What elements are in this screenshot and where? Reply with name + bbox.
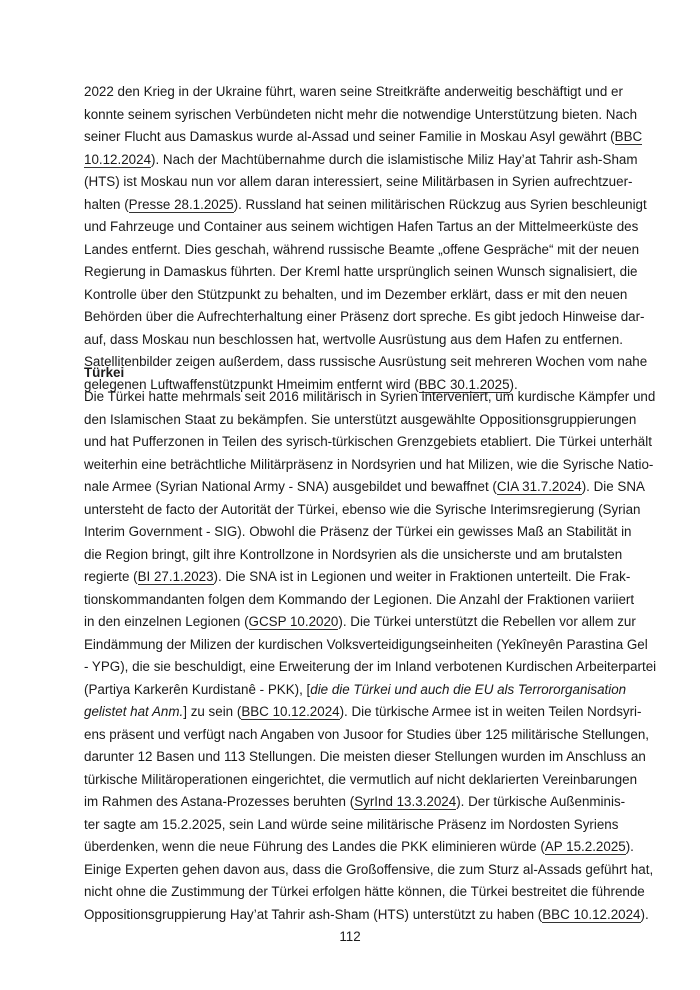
text-segment: ). Die türkische Armee ist in weiten Teilen Nordsyri- xyxy=(339,704,642,719)
text-line xyxy=(84,171,633,194)
text-line xyxy=(84,194,647,217)
text-segment: ). xyxy=(640,906,649,922)
text-segment: ] zu sein ( xyxy=(183,704,242,719)
text-line xyxy=(84,454,654,477)
text-line xyxy=(84,634,648,657)
text-segment: türkische Militäroperationen eingerichtet, die vermutlich auf nicht deklarierten Vereinbarungen xyxy=(84,771,638,787)
text-segment: den Islamischen Staat zu bekämpfen. Sie unterstützt ausgewählte Oppositionsgruppierungen xyxy=(84,411,637,427)
text-line xyxy=(84,521,632,544)
text-segment: weiterhin eine beträchtliche Militärpräsenz in Nordsyrien und hat Milizen, wie die Syrische Natio- xyxy=(84,456,654,472)
text-line xyxy=(84,836,634,859)
text-segment: nale Armee (Syrian National Army - SNA) ausgebildet und bewaffnet ( xyxy=(84,479,497,494)
text-line xyxy=(84,724,649,747)
page-number: 112 xyxy=(339,929,361,944)
source-link[interactable]: BBC 30.1.2025 xyxy=(418,376,510,392)
text-segment: Die Türkei hatte mehrmals seit 2016 militärisch in Syrien interveniert, um kurdische Kämpfer und xyxy=(84,389,656,404)
text-line xyxy=(84,149,638,172)
source-link[interactable]: AP 15.2.2025 xyxy=(544,839,626,854)
text-segment: darunter 12 Basen und 113 Stellungen. Die meisten dieser Stellungen wurden im Anschluss an xyxy=(84,749,646,764)
text-segment: Einige Experten gehen davon aus, dass die Großoffensive, die zum Sturz al-Assads geführt hat, xyxy=(84,861,654,877)
text-segment: und Fahrzeuge und Container aus seinem wichtigen Hafen Tartus an der Mittelmeerküste des xyxy=(84,219,639,234)
text-segment: ). Die Türkei unterstützt die Rebellen vor allem zur xyxy=(338,614,636,629)
text-line xyxy=(84,284,628,307)
text-line xyxy=(84,239,640,262)
text-segment: konnte seinem syrischen Verbündeten nicht mehr die notwendige Unterstützung bieten. Nach xyxy=(84,106,638,122)
text-segment: ). Nach der Machtübernahme durch die islamistische Miliz Hay’at Tahrir ash-Sham xyxy=(151,151,638,167)
text-segment: regierte ( xyxy=(84,569,138,584)
text-segment: ). Russland hat seinen militärischen Rückzug aus Syrien beschleunigt xyxy=(233,196,647,212)
text-line xyxy=(84,499,641,522)
text-segment: in den einzelnen Legionen ( xyxy=(84,614,249,629)
text-segment: Eindämmung der Milizen der kurdischen Volksverteidigungseinheiten (Yekîneyên Parastina Gel xyxy=(84,636,648,652)
text-segment: überdenken, wenn die neue Führung des Landes die PKK eliminieren würde ( xyxy=(84,839,545,854)
text-segment: (Partiya Karkerên Kurdistanê - PKK), [ xyxy=(84,681,311,697)
text-segment: Behörden über die Aufrechterhaltung einer Präsenz dort spreche. Es gibt jedoch Hinweise dar- xyxy=(84,309,645,324)
text-line xyxy=(84,611,636,634)
text-line xyxy=(84,476,645,499)
text-segment: Landes entfernt. Dies geschah, während russische Beamte „offene Gespräche“ mit der neuen xyxy=(84,241,640,257)
text-segment: ). Die SNA xyxy=(581,479,645,494)
text-line xyxy=(84,656,657,679)
text-segment: ). xyxy=(625,839,634,854)
text-line xyxy=(84,791,626,814)
text-segment: auf, dass Moskau nun beschlossen hat, wertvolle Ausrüstung aus dem Hafen zu entfernen. xyxy=(84,331,623,347)
text-line xyxy=(84,126,643,149)
text-segment: tionskommandanten folgen dem Kommando der Legionen. Die Anzahl der Fraktionen variiert xyxy=(84,591,635,607)
text-line xyxy=(84,409,637,432)
text-line xyxy=(84,769,638,792)
text-segment: ). Der türkische Außenminis- xyxy=(456,794,626,809)
text-segment: untersteht de facto der Autorität der Türkei, ebenso wie die Syrische Interimsregierung (Syrian xyxy=(84,501,641,517)
source-link[interactable]: CIA 31.7.2024 xyxy=(496,479,582,494)
text-line xyxy=(84,329,623,352)
text-segment: nicht ohne die Zustimmung der Türkei erfolgen hätte können, die Türkei bestreitet die führende xyxy=(84,884,645,899)
text-line xyxy=(84,566,631,589)
text-segment: Regierung in Damaskus führten. Der Kreml hatte ursprünglich seinen Wunsch signalisiert, die xyxy=(84,264,638,279)
source-link[interactable]: BI 27.1.2023 xyxy=(137,569,214,584)
section-heading-tuerkei: Türkei xyxy=(84,365,125,380)
editor-note-text: gelistet hat Anm. xyxy=(84,704,184,719)
text-line xyxy=(84,104,638,127)
text-segment: und hat Pufferzonen in Teilen des syrisch-türkischen Grenzgebiets etabliert. Die Türkei unterhält xyxy=(84,434,652,449)
text-line xyxy=(84,351,648,374)
text-segment: Kontrolle über den Stützpunkt zu behalten, und im Dezember erklärt, dass er mit den neuen xyxy=(84,286,628,302)
text-line xyxy=(84,386,656,409)
source-link[interactable]: 10.12.2024 xyxy=(84,151,152,167)
source-link[interactable]: Presse 28.1.2025 xyxy=(128,196,234,212)
source-link[interactable]: SyrInd 13.3.2024 xyxy=(354,794,457,809)
source-link[interactable]: BBC xyxy=(614,129,643,144)
text-segment: gelegenen Luftwaffenstützpunkt Hmeimim entfernt wird ( xyxy=(84,376,419,392)
text-line xyxy=(84,216,639,239)
text-segment: ). Die SNA ist in Legionen und weiter in Fraktionen unterteilt. Die Frak- xyxy=(213,569,631,584)
text-segment: Oppositionsgruppierung Hay’at Tahrir ash-Sham (HTS) unterstützt zu haben ( xyxy=(84,906,543,922)
text-segment: 2022 den Krieg in der Ukraine führt, waren seine Streitkräfte anderweitig beschäftigt und er xyxy=(84,84,623,99)
text-line xyxy=(84,81,623,104)
text-line xyxy=(84,746,646,769)
text-line xyxy=(84,881,645,904)
text-line xyxy=(84,814,618,837)
text-segment: Satellitenbilder zeigen außerdem, dass russische Ausrüstung seit mehreren Wochen vom nahe xyxy=(84,354,648,369)
text-segment: die Region bringt, gilt ihre Kontrollzone in Nordsyrien als die unsicherste und am brutalsten xyxy=(84,546,623,562)
text-segment: ens präsent und verfügt nach Angaben von Jusoor for Studies über 125 militärische Stellungen, xyxy=(84,726,649,742)
text-line xyxy=(84,859,654,882)
text-line xyxy=(84,904,649,927)
text-segment: ). xyxy=(509,376,518,392)
text-line xyxy=(84,431,652,454)
text-line xyxy=(84,261,638,284)
text-segment: ter sagte am 15.2.2025, sein Land würde seine militärische Präsenz im Nordosten Syriens xyxy=(84,816,619,832)
paragraph-russia xyxy=(84,81,648,396)
text-segment: (HTS) ist Moskau nun vor allem daran interessiert, seine Militärbasen in Syrien aufrechtzuer- xyxy=(84,174,633,189)
text-line xyxy=(84,589,635,612)
source-link[interactable]: BBC 10.12.2024 xyxy=(542,906,641,922)
editor-note-text: die die Türkei und auch die EU als Terrororganisation xyxy=(310,681,627,697)
text-line xyxy=(84,306,645,329)
text-segment: seiner Flucht aus Damaskus wurde al-Assad und seiner Familie in Moskau Asyl gewährt ( xyxy=(84,129,615,144)
text-segment: - YPG), die sie beschuldigt, eine Erweiterung der im Inland verbotenen Kurdischen Arbeiterpartei xyxy=(84,659,657,674)
text-line xyxy=(84,701,642,724)
text-segment: im Rahmen des Astana-Prozesses beruhten ( xyxy=(84,794,355,809)
paragraph-turkey xyxy=(84,386,657,926)
text-segment: Interim Government - SIG). Obwohl die Präsenz der Türkei ein gewisses Maß an Stabilität in xyxy=(84,524,632,539)
text-line xyxy=(84,544,623,567)
source-link[interactable]: GCSP 10.2020 xyxy=(248,614,339,629)
text-line xyxy=(84,679,627,702)
source-link[interactable]: BBC 10.12.2024 xyxy=(241,704,340,719)
text-segment: halten ( xyxy=(84,196,129,212)
